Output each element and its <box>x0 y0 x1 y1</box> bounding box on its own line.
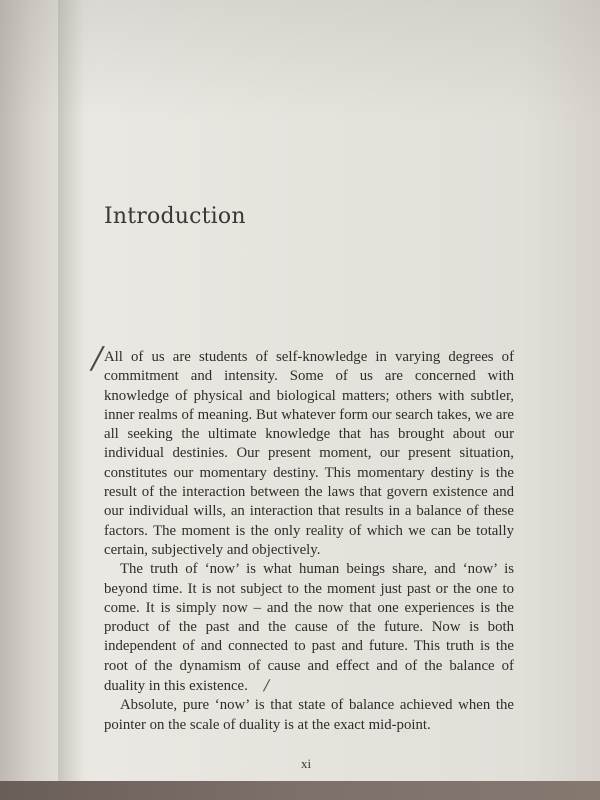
paragraph-2-text: The truth of ‘now’ is what human beings share, and ‘now’ is beyond time. It is not subject to the moment just past or the one to come. It is simply now – and the now that one experiences is the product of the past and the cause of the future. Now is both independent of and connected to past and future. This truth is the root of the dynamism of cause and effect and of the balance of duality in this existence. <box>104 561 514 695</box>
table-surface <box>0 781 600 800</box>
gutter-shadow <box>58 0 84 800</box>
body-text <box>104 348 514 735</box>
paragraph-2 <box>104 560 514 696</box>
chapter-title: Introduction <box>104 204 246 229</box>
paragraph-3: Absolute, pure ‘now’ is that state of balance achieved when the pointer on the scale of duality is at the exact mid-point. <box>104 697 514 733</box>
top-shading <box>0 0 600 120</box>
left-page-edge <box>0 0 60 800</box>
margin-pencil-mark: / <box>88 341 106 376</box>
inline-pencil-mark: / <box>262 677 271 695</box>
paragraph-1: All of us are students of self-knowledge in varying degrees of commitment and intensity. Some of us are concerned with knowledge of physical and biological matters; others with subtler, inner realms of meaning. But whatever form our search takes, we are all seeking the ultimate knowledge that has brought about our individual destinies. Our present moment, our present situation, constitutes our momentary destiny. This momentary destiny is the result of the interaction between the laws that govern existence and our individual wills, an interaction that results in a balance of these factors. The moment is the only reality of which we can be totally certain, subjectively and objectively. <box>104 349 514 558</box>
page-number-text: xi <box>300 756 312 771</box>
page-number <box>0 756 600 772</box>
